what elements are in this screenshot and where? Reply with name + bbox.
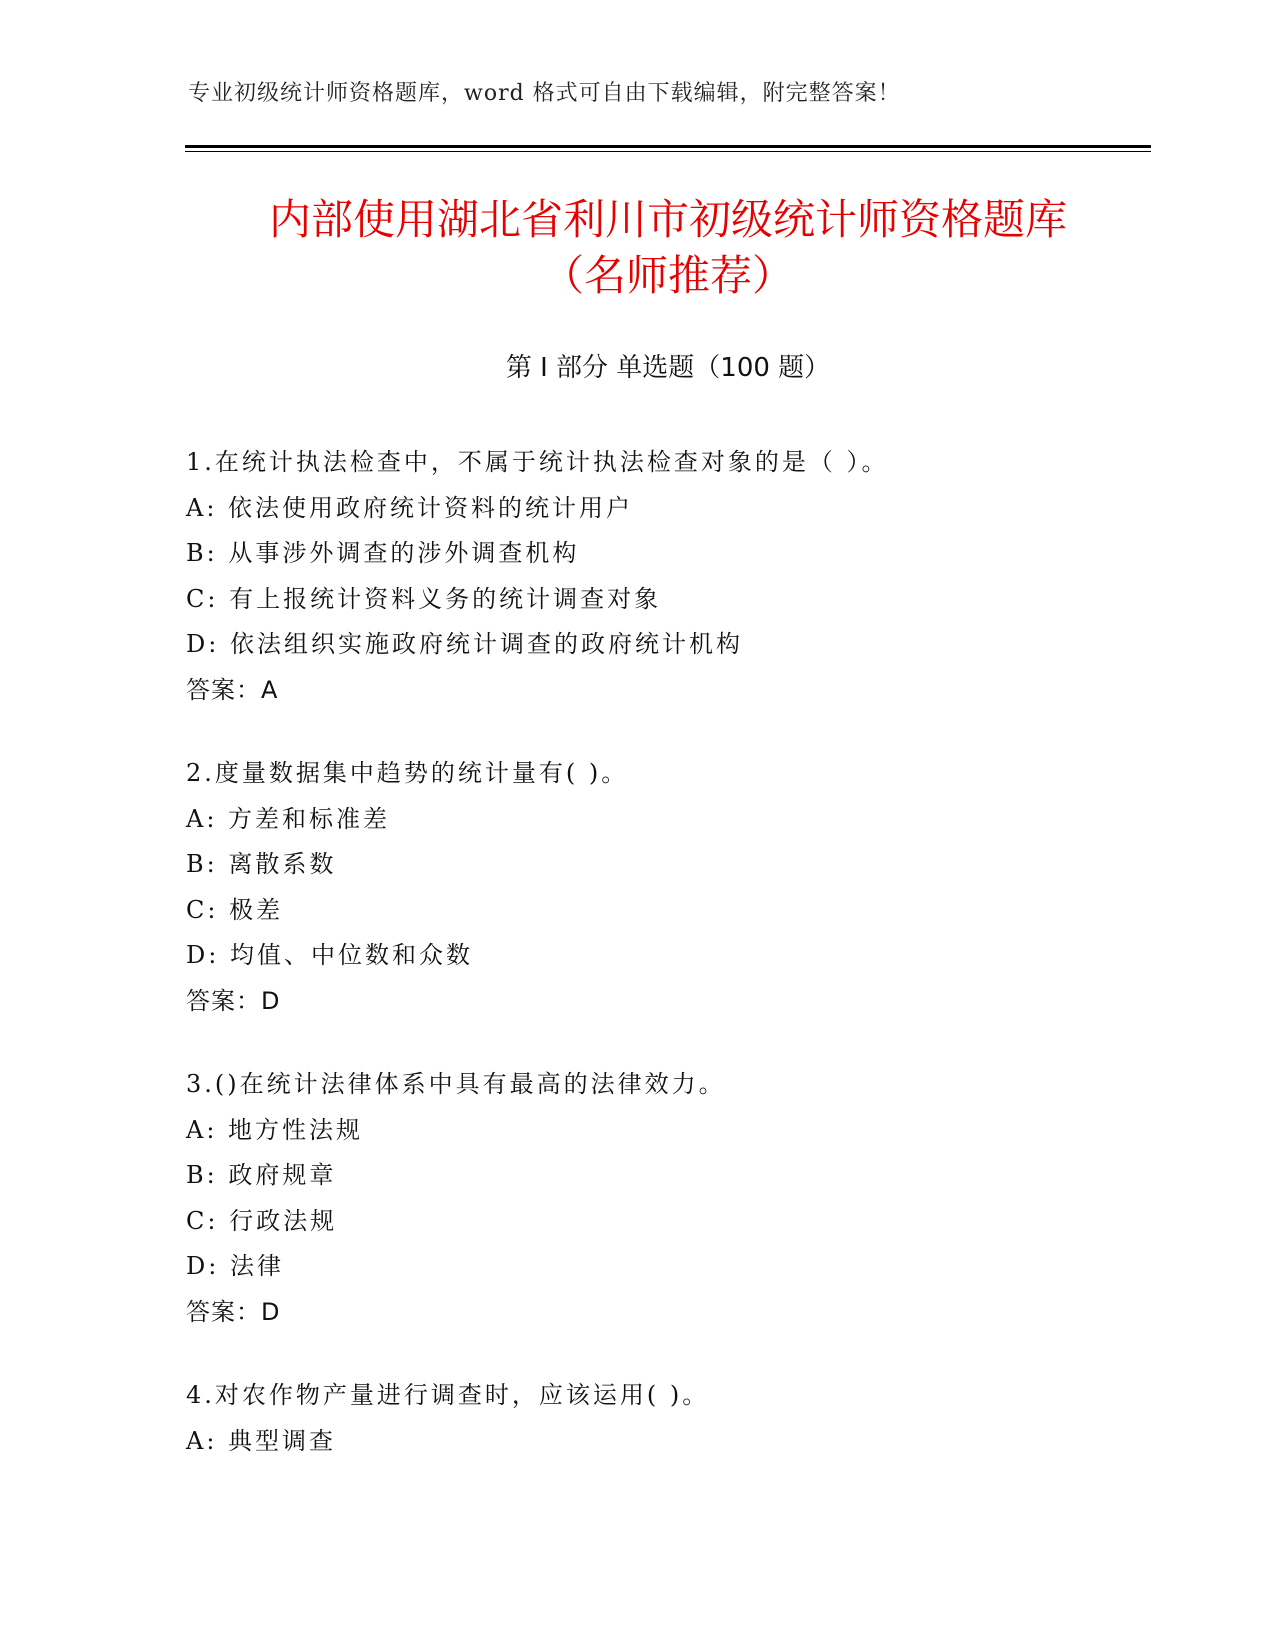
- option-b: B: 离散系数: [186, 850, 337, 878]
- header-rule-thin: [185, 151, 1151, 152]
- answer: 答案：A: [186, 675, 279, 704]
- question-2: [186, 751, 1146, 1024]
- option-b: B: 政府规章: [186, 1161, 337, 1189]
- option-a: A: 依法使用政府统计资料的统计用户: [186, 493, 634, 522]
- option-c: C: 极差: [186, 895, 284, 924]
- option-a: A: 地方性法规: [186, 1115, 364, 1144]
- document-title-line2: （名师推荐）: [541, 251, 794, 300]
- option-b: B: 从事涉外调查的涉外调查机构: [186, 539, 580, 567]
- answer: 答案：D: [186, 1297, 281, 1326]
- section-title: 第 I 部分 单选题（100 题）: [505, 353, 831, 383]
- document-title: [185, 192, 1151, 304]
- question-4: [186, 1373, 1146, 1464]
- question-stem: 4.对农作物产量进行调查时，应该运用( )。: [186, 1381, 710, 1409]
- question-stem: 1.在统计执法检查中，不属于统计执法检查对象的是（ ）。: [186, 448, 889, 476]
- question-3: [186, 1062, 1146, 1335]
- answer: 答案：D: [186, 986, 281, 1015]
- option-a: A: 方差和标准差: [186, 804, 391, 833]
- header-note: 专业初级统计师资格题库，word 格式可自由下载编辑，附完整答案！: [188, 81, 901, 106]
- question-stem: 3.()在统计法律体系中具有最高的法律效力。: [186, 1070, 726, 1098]
- question-stem: 2.度量数据集中趋势的统计量有( )。: [186, 759, 629, 787]
- question-1: [186, 440, 1146, 713]
- option-c: C: 行政法规: [186, 1206, 338, 1235]
- option-d: D: 均值、中位数和众数: [186, 941, 473, 969]
- option-d: D: 法律: [186, 1252, 284, 1280]
- document-title-line1: 内部使用湖北省利川市初级统计师资格题库: [268, 195, 1067, 244]
- option-a: A: 典型调查: [186, 1426, 337, 1455]
- option-c: C: 有上报统计资料义务的统计调查对象: [186, 584, 662, 613]
- header-rule-thick: [185, 145, 1151, 148]
- question-list: [186, 440, 1146, 1502]
- option-d: D: 依法组织实施政府统计调查的政府统计机构: [186, 630, 743, 658]
